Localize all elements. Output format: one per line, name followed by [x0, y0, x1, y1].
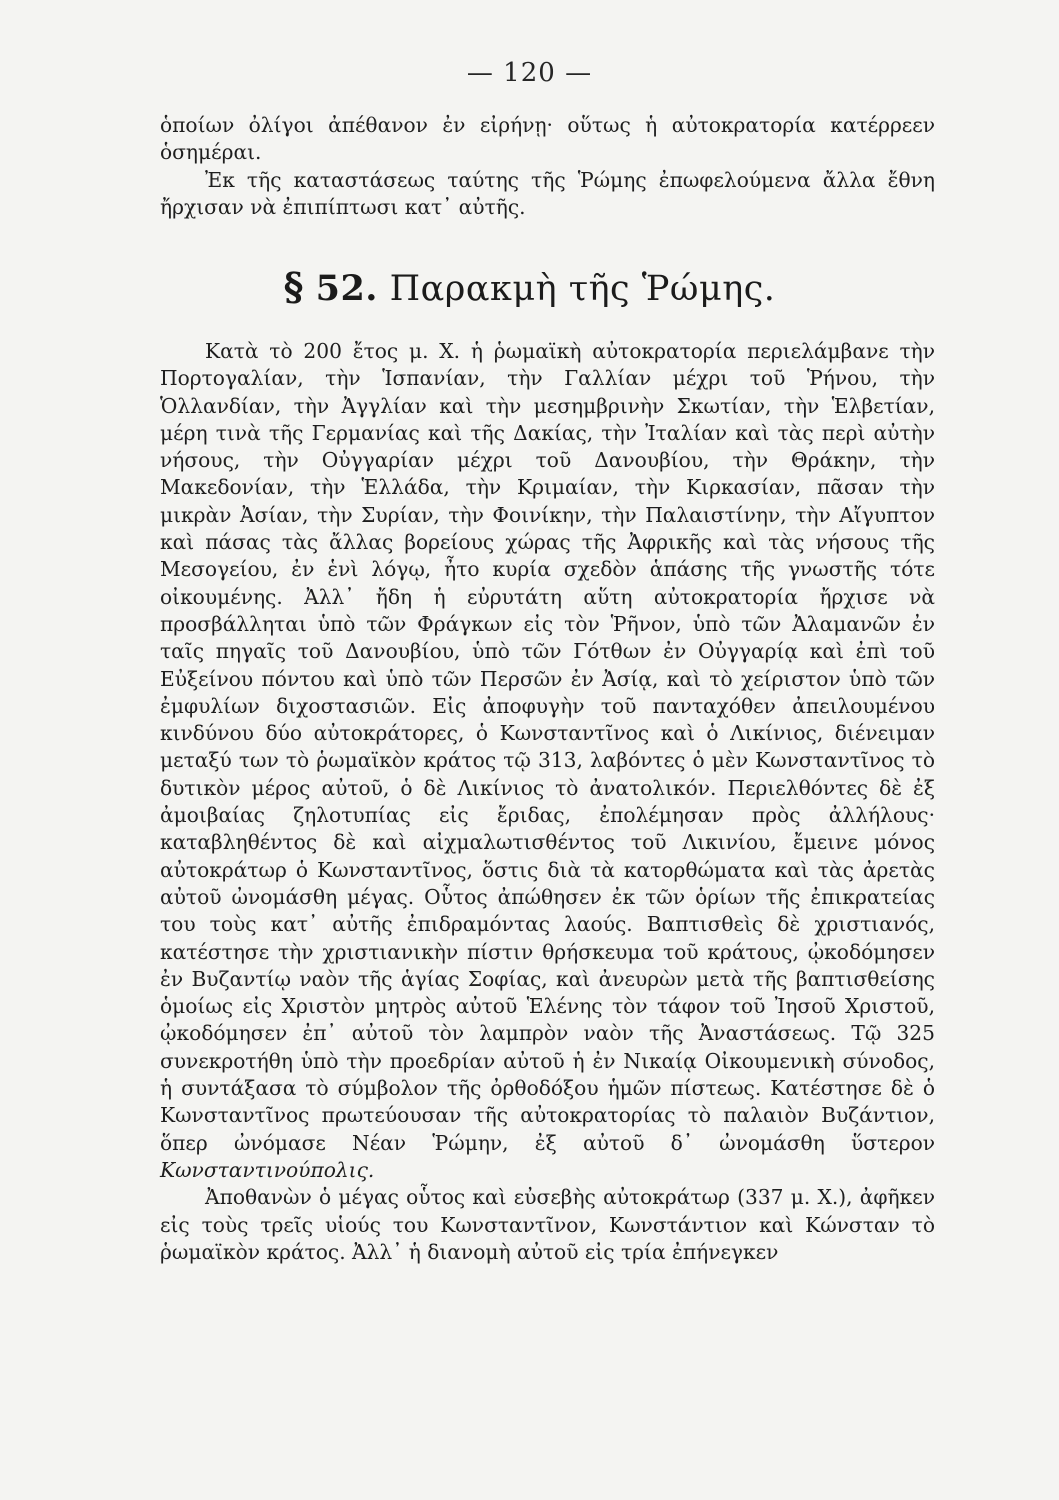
section-number: 52.: [315, 268, 378, 309]
intro-paragraph-2: Ἐκ τῆς καταστάσεως ταύτης τῆς Ῥώμης ἐπωφελούμενα ἄλλα ἔθνη ἤρχισαν νὰ ἐπιπίπτωσι κατ᾽ αὐτῆς.: [160, 167, 935, 219]
body-text: [160, 338, 935, 1266]
section-symbol: §: [283, 264, 304, 309]
body-paragraph-1-text: Κατὰ τὸ 200 ἔτος μ. Χ. ἡ ῥωμαϊκὴ αὐτοκρατορία περιελάμβανε τὴν Πορτογαλίαν, τὴν Ἱσπανίαν, τὴν Γαλλίαν μέχρι τοῦ Ῥήνου, τὴν Ὁλλανδίαν, τὴν Ἀγγλίαν καὶ τὴν μεσημβρινὴν Σκωτίαν, τὴν Ἑλβετίαν, μέρη τινὰ τῆς Γερμανίας καὶ τῆς Δακίας, τὴν Ἰταλίαν καὶ τὰς περὶ αὐτὴν νήσους, τὴν Οὐγγαρίαν μέχρι τοῦ Δανουβίου, τὴν Θράκην, τὴν Μακεδονίαν, τὴν Ἑλλάδα, τὴν Κριμαίαν, τὴν Κιρκασίαν, πᾶσαν τὴν μικρὰν Ἀσίαν, τὴν Συρίαν, τὴν Φοινίκην, τὴν Παλαιστίνην, τὴν Αἴγυπτον καὶ πάσας τὰς ἄλλας βορείους χώρας τῆς Ἀφρικῆς καὶ τὰς νήσους τῆς Μεσογείου, ἐν ἑνὶ λόγῳ, ἦτο κυρία σχεδὸν ἁπάσης τῆς γνωστῆς τότε οἰκουμένης. Ἀλλ᾽ ἤδη ἡ εὐρυτάτη αὕτη αὐτοκρατορία ἤρχισε νὰ προσβάλληται ὑπὸ τῶν Φράγκων εἰς τὸν Ῥῆνον, ὑπὸ τῶν Ἀλαμανῶν ἐν ταῖς πηγαῖς τοῦ Δανουβίου, ὑπὸ τῶν Γότθων ἐν Οὐγγαρίᾳ καὶ ἐπὶ τοῦ Εὐξείνου πόντου καὶ ὑπὸ τῶν Περσῶν ἐν Ἀσίᾳ, καὶ τὸ χείριστον ὑπὸ τῶν ἐμφυλίων διχοστασιῶν. Εἰς ἀποφυγὴν τοῦ πανταχόθεν ἀπειλουμένου κινδύνου δύο αὐτοκράτορες, ὁ Κωνσταντῖνος καὶ ὁ Λικίνιος, διένειμαν μεταξύ των τὸ ῥωμαϊκὸν κράτος τῷ 313, λαβόντες ὁ μὲν Κωνσταντῖνος τὸ δυτικὸν μέρος αὐτοῦ, ὁ δὲ Λικίνιος τὸ ἀνατολικόν. Περιελθόντες δὲ ἐξ ἀμοιβαίας ζηλοτυπίας εἰς ἔριδας, ἐπολέμησαν πρὸς ἀλλήλους· καταβληθέντος δὲ καὶ αἰχμαλωτισθέντος τοῦ Λικινίου, ἔμεινε μόνος αὐτοκράτωρ ὁ Κωνσταντῖνος, ὅστις διὰ τὰ κατορθώματα καὶ τὰς ἀρετὰς αὐτοῦ ὠνομάσθη μέγας. Οὗτος ἀπώθησεν ἐκ τῶν ὁρίων τῆς ἐπικρατείας του τοὺς κατ᾽ αὐτῆς ἐπιδραμόντας λαούς. Βαπτισθεὶς δὲ χριστιανός, κατέστησε τὴν χριστιανικὴν πίστιν θρήσκευμα τοῦ κράτους, ᾠκοδόμησεν ἐν Βυζαντίῳ ναὸν τῆς ἁγίας Σοφίας, καὶ ἀνευρὼν μετὰ τῆς βαπτισθείσης ὁμοίως εἰς Χριστὸν μητρὸς αὐτοῦ Ἑλένης τὸν τάφον τοῦ Ἰησοῦ Χριστοῦ, ᾠκοδόμησεν ἐπ᾽ αὐτοῦ τὸν λαμπρὸν ναὸν τῆς Ἀναστάσεως. Τῷ 325 συνεκροτήθη ὑπὸ τὴν προεδρίαν αὐτοῦ ἡ ἐν Νικαίᾳ Οἰκουμενικὴ σύνοδος, ἡ συντάξασα τὸ σύμβολον τῆς ὀρθοδόξου ἡμῶν πίστεως. Κατέστησε δὲ ὁ Κωνσταντῖνος πρωτεύουσαν τῆς αὐτοκρατορίας τὸ παλαιὸν Βυζάντιον, ὅπερ ὠνόμασε Νέαν Ῥώμην, ἐξ αὐτοῦ δ᾽ ὠνομάσθη ὕστερον: [160, 339, 935, 1155]
body-paragraph-1-italic: Κωνσταντινούπολις.: [160, 1157, 375, 1182]
body-paragraph-1: [160, 338, 935, 1184]
body-paragraph-2: Ἀποθανὼν ὁ μέγας οὗτος καὶ εὐσεβὴς αὐτοκράτωρ (337 μ. Χ.), ἀφῆκεν εἰς τοὺς τρεῖς υἱούς του Κωνσταντῖνον, Κωνστάντιον καὶ Κώνσταν τὸ ῥωμαϊκὸν κράτος. Ἀλλ᾽ ἡ διανομὴ αὐτοῦ εἰς τρία ἐπήνεγκεν: [160, 1185, 935, 1264]
intro-paragraph-1: ὁποίων ὀλίγοι ἀπέθανον ἐν εἰρήνῃ· οὕτως ἡ αὐτοκρατορία κατέρρεεν ὁσημέραι.: [160, 113, 935, 165]
section-heading: [0, 264, 1059, 309]
section-title: Παρακμὴ τῆς Ῥώμης.: [389, 269, 776, 309]
page-number: — 120 —: [466, 58, 593, 88]
intro-text: [160, 112, 935, 221]
